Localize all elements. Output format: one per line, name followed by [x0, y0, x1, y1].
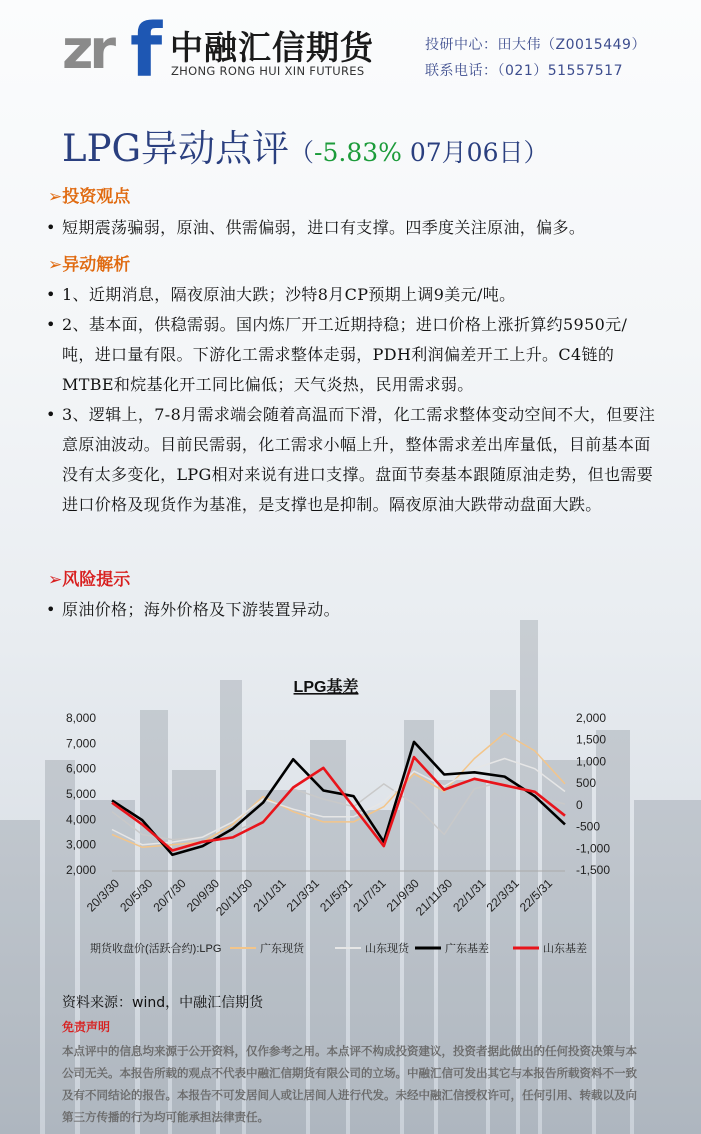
analysis-point-2: 2、基本面，供稳需弱。国内炼厂开工近期持稳；进口价格上涨折算约5950元/吨，进口量有限。下游化工需求整体走弱，PDH利润偏差开工上升。C4链的MTBE和烷基化开工同比偏低；天气炎热，民用需求弱。: [62, 315, 628, 394]
right-axis-tick: 500: [576, 776, 597, 791]
left-axis-tick: 6,000: [65, 761, 96, 776]
right-axis-tick: 1,000: [576, 754, 607, 769]
right-axis-tick: 0: [576, 797, 583, 812]
analyst-contact: 投研中心：田大伟（Z0015449）: [425, 37, 646, 53]
left-axis-tick: 2,000: [65, 863, 96, 877]
right-axis-tick: 1,500: [576, 732, 607, 747]
left-axis-tick: 8,000: [65, 711, 96, 725]
right-axis-tick: 2,000: [576, 711, 607, 725]
investment-view-heading: ➢投资观点: [48, 187, 131, 207]
left-axis-tick: 5,000: [65, 787, 96, 801]
x-axis-tick: 21/3/31: [283, 876, 322, 915]
x-axis-tick: 20/9/30: [183, 876, 223, 915]
title-paren-open: （: [289, 138, 315, 167]
x-axis-tick: 22/3/31: [483, 876, 522, 915]
title-paren-close: ）: [523, 138, 549, 167]
analysis-point-3: 3、逻辑上，7-8月需求端会随着高温而下滑，化工需求整体变动空间不大，但要注意原油波动。目前民需弱，化工需求小幅上升，整体需求差出库量低，目前基本面没有太多变化，LPG相对来说有进口支撑。盘面节奏基本跟随原油走势，但也需要进口价格及现货作为基准，是支撑也是抑制。隔夜原油大跌带动盘面大跌。: [62, 405, 656, 514]
bullet: •: [46, 600, 56, 619]
chart-title: LPG基差: [293, 679, 359, 696]
analysis-heading: ➢异动解析: [48, 255, 131, 275]
x-axis-tick: 21/5/31: [317, 876, 356, 915]
bullet: •: [46, 315, 56, 334]
legend-label-2: 山东现货: [365, 943, 409, 955]
x-axis-tick: 22/5/31: [516, 876, 556, 915]
left-axis-tick: 4,000: [65, 812, 96, 827]
title-main: LPG异动点评: [62, 127, 290, 170]
x-axis-tick: 20/3/30: [83, 876, 123, 915]
company-name-cn: 中融汇信期货: [170, 28, 374, 67]
company-logo-mark: zr: [62, 18, 113, 81]
series-line-1: [112, 733, 565, 847]
series-line-4: [112, 757, 565, 850]
legend-label-4: 山东基差: [543, 943, 587, 955]
series-line-0: [112, 781, 565, 839]
right-axis-tick: -1,000: [576, 841, 611, 856]
analysis-point-1: 1、近期消息，隔夜原油大跌；沙特8月CP预期上调9美元/吨。: [62, 285, 516, 304]
legend-label-1: 广东现货: [260, 943, 304, 955]
disclaimer-text: 本点评中的信息均来源于公开资料，仅作参考之用。本点评不构成投资建议，投资者据此做出的任何投资决策与本公司无关。本报告所载的观点不代表中融汇信期货有限公司的立场。中融汇信可发出其它与本报告所载资料不一致及有不同结论的报告。本报告不可发居间人或让居间人进行代发。未经中融汇信授权许可，任何引用、转载以及向第三方传播的行为均可能承担法律责任。: [62, 1044, 637, 1124]
legend-label-0: 期货收盘价(活跃合约):LPG: [90, 943, 222, 955]
series-line-3: [112, 742, 565, 855]
x-axis-tick: 21/7/31: [350, 876, 389, 915]
risk-heading: ➢风险提示: [48, 570, 131, 590]
x-axis-tick: 20/7/30: [150, 876, 189, 915]
right-axis-tick: -1,500: [576, 863, 611, 877]
bullet: •: [46, 405, 56, 424]
report-title: [62, 118, 549, 172]
investment-view-text: 短期震荡骗弱，原油、供需偏弱，进口有支撑。四季度关注原油，偏多。: [62, 218, 586, 237]
risk-text: 原油价格；海外价格及下游装置异动。: [62, 600, 340, 619]
report-date: 07月06日: [401, 138, 524, 167]
legend-label-3: 广东基差: [445, 943, 489, 955]
x-axis-tick: 21/11/30: [412, 876, 456, 919]
x-axis-tick: 22/1/31: [450, 876, 489, 915]
x-axis-tick: 21/9/30: [383, 876, 422, 915]
disclaimer-title: 免责声明: [62, 1020, 111, 1034]
x-axis-tick: 20/11/30: [213, 876, 256, 919]
series-line-2: [112, 759, 565, 845]
right-axis-tick: -500: [576, 819, 601, 834]
report-header: [0, 0, 701, 95]
bullet: •: [46, 218, 56, 237]
company-name-en: ZHONG RONG HUI XIN FUTURES: [171, 64, 365, 78]
data-source: 资料来源：wind，中融汇信期货: [62, 995, 264, 1011]
phone-contact: 联系电话：（021）51557517: [425, 63, 623, 79]
x-axis-tick: 21/1/31: [250, 876, 289, 915]
x-axis-tick: 20/5/30: [117, 876, 156, 915]
price-change-pct: -5.83%: [314, 138, 402, 167]
bullet: •: [46, 285, 56, 304]
company-logo-f: f: [130, 8, 163, 94]
lpg-basis-chart: [60, 672, 640, 972]
left-axis-tick: 7,000: [65, 736, 96, 751]
left-axis-tick: 3,000: [65, 837, 96, 852]
